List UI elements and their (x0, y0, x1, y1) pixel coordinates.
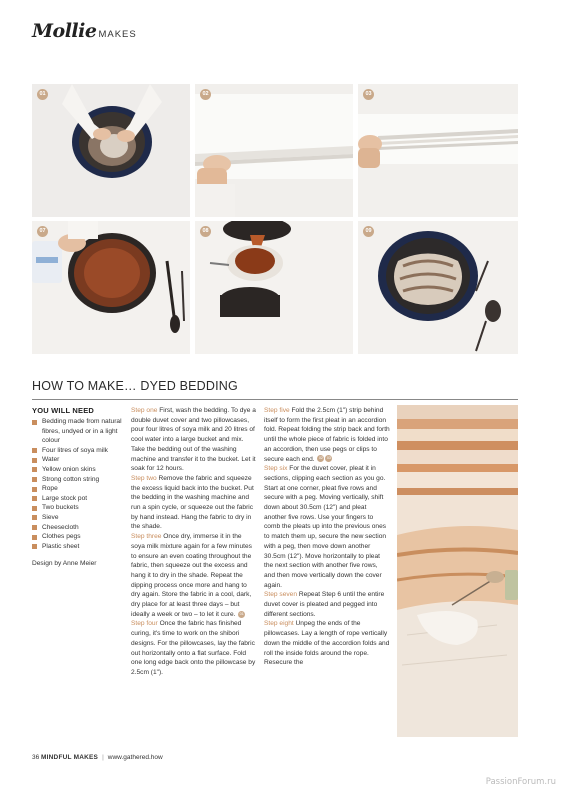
step-two (131, 474, 257, 532)
square-bullet-icon (32, 535, 37, 540)
step-six (264, 464, 390, 590)
step-eight (264, 619, 390, 668)
photo-badge: 03 (363, 89, 374, 100)
watermark: PassionForum.ru (485, 777, 556, 787)
square-bullet-icon (32, 448, 37, 453)
brand-script: Mollie (32, 20, 97, 42)
photo-hands-in-bucket-icon (32, 84, 190, 217)
step-four (131, 619, 257, 677)
steps-column-1 (131, 406, 257, 678)
photo-badge: 07 (37, 226, 48, 237)
list-item: Plastic sheet (32, 542, 127, 552)
footer-url[interactable]: www.gathered.how (107, 754, 163, 761)
step-photo-08 (195, 221, 353, 354)
list-item: Bedding made from natural fibres, undyed or in a light colour (32, 417, 127, 446)
step-text: Repeat Step 6 until the entire duvet cover is pleated and pegged into different sections. (264, 591, 385, 618)
list-item: Cheesecloth (32, 523, 127, 533)
photo-ref-badge: 01 (239, 611, 244, 616)
section-title: HOW TO MAKE… DYED BEDDING (32, 379, 238, 393)
list-item: Four litres of soya milk (32, 446, 127, 456)
page-footer (32, 754, 163, 761)
list-item: Yellow onion skins (32, 465, 127, 475)
photo-folded-fabric-icon (358, 84, 518, 217)
square-bullet-icon (32, 458, 37, 463)
photo-ref-badge: 03 (326, 456, 332, 461)
list-item: Two buckets (32, 503, 127, 513)
square-bullet-icon (32, 506, 37, 511)
square-bullet-icon (32, 487, 37, 492)
square-bullet-icon (32, 515, 37, 520)
brand-logo (32, 20, 137, 42)
photo-bound-fabric-in-pot-icon (358, 221, 518, 354)
step-text: Unpeg the ends of the pillowcases. Lay a length of rope vertically down the middle of the accordion folds and roll the inside folds around the rope. Resecure the (264, 620, 390, 667)
step-label: Step three (131, 533, 162, 541)
step-label: Step two (131, 474, 157, 482)
photo-badge: 08 (200, 226, 211, 237)
step-text: Once dry, immerse it in the soya milk mixture again for a few minutes to ensure an even coating throughout the fabric, then squeeze out the excess and hang it to dry in the shade. Repeat the dipping process once more and hang to dry again. Store the fabric in a cool, dark, dry place for at least three days – but ideally a week or two – to let it cure. (131, 533, 252, 618)
materials-heading: YOU WILL NEED (32, 406, 95, 415)
step-five (264, 406, 390, 464)
photo-folding-pillowcase-icon (195, 84, 353, 217)
photo-badge: 01 (37, 89, 48, 100)
step-label: Step one (131, 407, 158, 414)
step-label: Step eight (264, 620, 294, 628)
step-photo-03 (358, 84, 518, 217)
step-text: First, wash the bedding. To dye a double duvet cover and two pillowcases, pour four litres of soya milk and 20 litres of cool water into a large bucket and mix. Take the bedding out of the washing machine and transfer it to the bucket. Let it soak for 12 hours. (131, 407, 256, 473)
photo-ref-badge: 02 (318, 456, 324, 461)
step-label: Step seven (264, 591, 297, 599)
photo-straining-dye-icon (195, 221, 353, 354)
step-one (131, 406, 257, 474)
magazine-name: MINDFUL MAKES (41, 754, 99, 761)
steps-column-2 (264, 406, 390, 668)
step-label: Step four (131, 620, 158, 628)
footer-separator: | (102, 754, 104, 761)
step-text: Fold the 2.5cm (1") strip behind itself to form the first pleat in an accordion fold. Repeat folding the strip back and forth until the whole piece of fabric is folded into an accordion, then use pegs or clips to secure each end. (264, 407, 390, 463)
photo-pouring-milk-pot-icon (32, 221, 190, 354)
square-bullet-icon (32, 496, 37, 501)
step-label: Step six (264, 465, 288, 473)
list-item: Sieve (32, 513, 127, 523)
list-item: Strong cotton string (32, 475, 127, 485)
square-bullet-icon (32, 525, 37, 530)
step-photo-02 (195, 84, 353, 217)
photo-badge: 02 (200, 89, 211, 100)
step-photo-01 (32, 84, 190, 217)
step-three (131, 532, 257, 619)
page-number: 36 (32, 754, 40, 761)
list-item: Large stock pot (32, 494, 127, 504)
title-divider (32, 399, 518, 400)
square-bullet-icon (32, 477, 37, 482)
finished-bedding-photo (397, 405, 518, 737)
square-bullet-icon (32, 467, 37, 472)
step-label: Step five (264, 407, 290, 414)
step-text: Once the fabric has finished curing, it's time to work on the shibori designs. For the pillowcases, lay the fabric out horizontally onto a flat surface. Fold one long edge back onto the pillowcase by 2.5cm (1"). (131, 620, 256, 676)
list-item: Rope (32, 484, 127, 494)
step-text: For the duvet cover, pleat it in sections, clipping each section as you go. Start at one corner, pleat five rows and secure with a peg. Moving vertically, shift down about 30.5cm (12") and pleat another five rows. Use your fingers to comb the pleats up into the previous ones to match them up, secure the new section with a peg, then move down another 30.5cm (12"). Move horizontally to pleat the next section with another five rows, and then move vertically down the cover again. (264, 465, 387, 589)
step-text: Remove the fabric and squeeze the excess liquid back into the bucket. Put the bedding in the washing machine and run a spin cycle, or squeeze out the fabric by hand instead. Hang the fabric to dry in the shade. (131, 474, 254, 531)
square-bullet-icon (32, 544, 37, 549)
step-photo-09 (358, 221, 518, 354)
photo-badge: 09 (363, 226, 374, 237)
step-photo-07 (32, 221, 190, 354)
brand-word: MAKES (98, 29, 137, 40)
photo-dyed-bedding-icon (397, 405, 518, 737)
list-item: Water (32, 455, 127, 465)
step-seven (264, 590, 390, 619)
list-item: Clothes pegs (32, 532, 127, 542)
square-bullet-icon (32, 420, 37, 425)
materials-list (32, 406, 127, 567)
materials-items (32, 417, 127, 551)
design-credit: Design by Anne Meier (32, 560, 97, 568)
